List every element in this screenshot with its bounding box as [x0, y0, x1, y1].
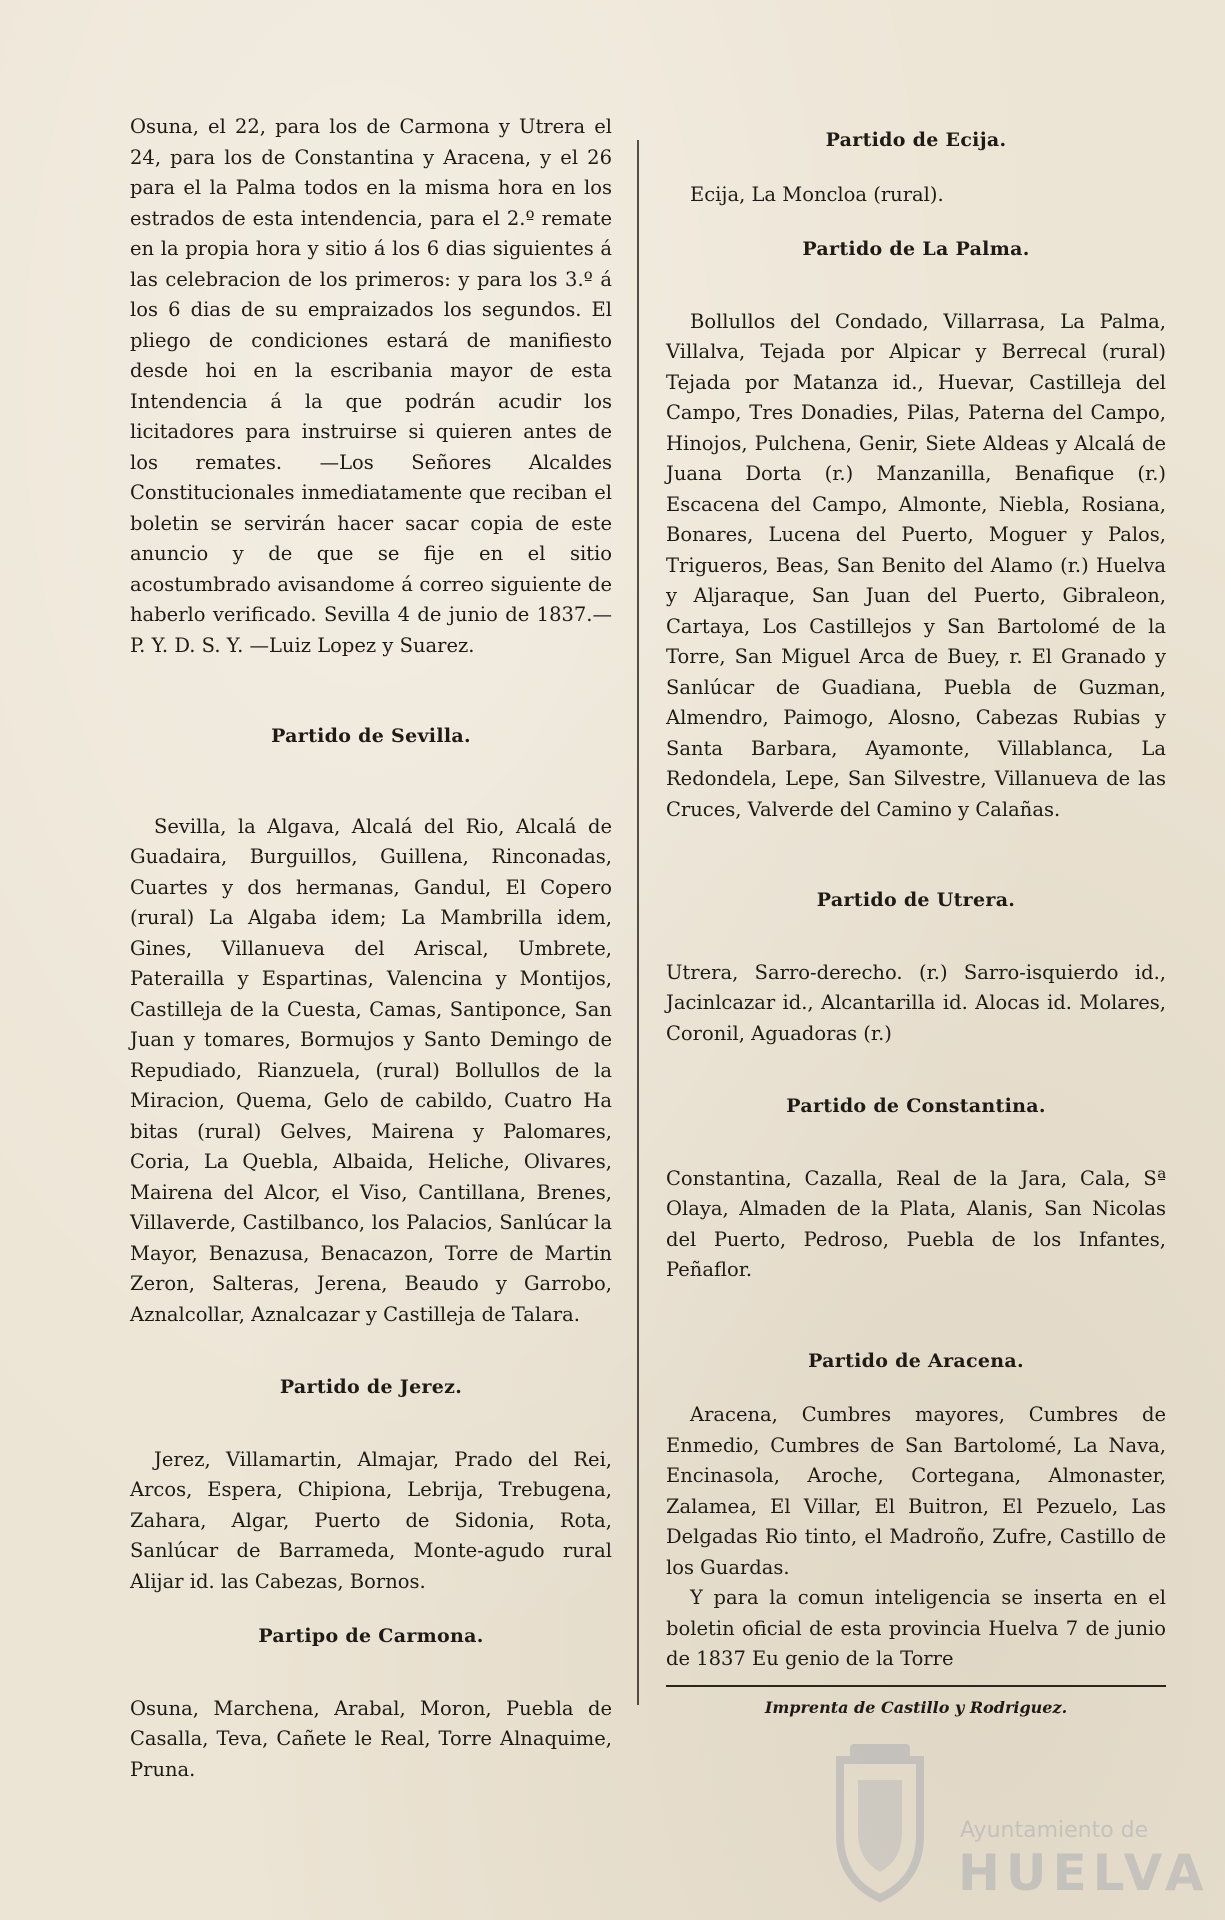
- watermark-line1: Ayuntamiento de: [960, 1818, 1149, 1843]
- text-aracena: Aracena, Cumbres mayores, Cumbres de Enmedio, Cumbres de San Bartolomé, La Nava, Encinasola, Aroche, Cortegana, Almonaster, Zalamea, El Villar, El Buitron, El Pezuelo, Las Delgadas Rio tinto, el Madroño, Zufre, Castillo de los Guardas.: [666, 1403, 1166, 1579]
- text-utrera: Utrera, Sarro-derecho. (r.) Sarro-isquierdo id., Jacinlcazar id., Alcantarilla id. Alocas id. Molares, Coronil, Aguadoras (r.): [666, 960, 1166, 1045]
- left-column: [130, 112, 612, 1785]
- text-ecija: Ecija, La Moncloa (rural).: [690, 182, 944, 206]
- coat-of-arms-icon: [820, 1740, 940, 1905]
- imprint-rule: [666, 1685, 1166, 1687]
- heading-sevilla: Partido de Sevilla.: [271, 725, 471, 747]
- heading-carmona: Partipo de Carmona.: [258, 1625, 484, 1647]
- heading-la-palma: Partido de La Palma.: [802, 238, 1030, 260]
- imprint-line: Imprenta de Castillo y Rodriguez.: [764, 1698, 1068, 1717]
- watermark-line2: HUELVA: [958, 1844, 1210, 1902]
- heading-utrera: Partido de Utrera.: [816, 889, 1016, 911]
- text-sevilla: Sevilla, la Algava, Alcalá del Rio, Alcalá de Guadaira, Burguillos, Guillena, Rinconadas, Cuartes y dos hermanas, Gandul, El Copero (rural) La Algaba idem; La Mambrilla idem, Gines, Villanueva del Ariscal, Umbrete, Paterailla y Espartinas, Valencina y Montijos, Castilleja de la Cuesta, Camas, Santiponce, San Juan y tomares, Bormujos y Santo Demingo de Repudiado, Rianzuela, (rural) Bollullos de la Miracion, Quema, Gelo de cabildo, Cuatro Ha bitas (rural) Gelves, Mairena y Palomares, Coria, La Quebla, Albaida, Heliche, Olivares, Mairena del Alcor, el Viso, Cantillana, Brenes, Villaverde, Castilbanco, los Palacios, Sanlúcar la Mayor, Benazusa, Benacazon, Torre de Martin Zeron, Salteras, Jerena, Beaudo y Garrobo, Aznalcollar, Aznalcazar y Castilleja de Talara.: [130, 814, 612, 1326]
- right-column: [666, 125, 1166, 1675]
- heading-ecija: Partido de Ecija.: [825, 129, 1007, 151]
- text-jerez: Jerez, Villamartin, Almajar, Prado del Rei, Arcos, Espera, Chipiona, Lebrija, Trebugena, Zahara, Algar, Puerto de Sidonia, Rota, Sanlúcar de Barrameda, Monte-agudo rural Alijar id. las Cabezas, Bornos.: [130, 1447, 612, 1593]
- text-constantina: Constantina, Cazalla, Real de la Jara, Cala, Sª Olaya, Almaden de la Plata, Alanis, San Nicolas del Puerto, Pedroso, Puebla de los Infantes, Peñaflor.: [666, 1166, 1166, 1281]
- column-divider: [637, 140, 639, 1705]
- heading-aracena: Partido de Aracena.: [808, 1349, 1024, 1372]
- text-la-palma: Bollullos del Condado, Villarrasa, La Palma, Villalva, Tejada por Alpicar y Berrecal (rural) Tejada por Matanza id., Huevar, Castilleja del Campo, Tres Donadies, Pilas, Paterna del Campo, Hinojos, Pulchena, Genir, Siete Aldeas y Alcalá de Juana Dorta (r.) Manzanilla, Benafique (r.) Escacena del Campo, Almonte, Niebla, Rosiana, Bonares, Lucena del Puerto, Moguer y Palos, Trigueros, Beas, San Benito del Alamo (r.) Huelva y Aljaraque, San Juan del Puerto, Gibraleon, Cartaya, Los Castillejos y San Bartolomé de la Torre, San Miguel Arca de Buey, r. El Granado y Sanlúcar de Guadiana, Puebla de Guzman, Almendro, Paimogo, Alosno, Cabezas Rubias y Santa Barbara, Ayamonte, Villablanca, La Redondela, Lepe, San Silvestre, Villanueva de las Cruces, Valverde del Camino y Calañas.: [666, 309, 1166, 821]
- watermark-logo: [810, 1740, 1210, 1910]
- heading-constantina: Partido de Constantina.: [786, 1095, 1046, 1117]
- heading-jerez: Partido de Jerez.: [279, 1376, 463, 1398]
- text-carmona: Osuna, Marchena, Arabal, Moron, Puebla de Casalla, Teva, Cañete le Real, Torre Alnaquime, Pruna.: [130, 1696, 612, 1781]
- intro-paragraph: Osuna, el 22, para los de Carmona y Utrera el 24, para los de Constantina y Aracena, y el 26 para el la Palma todos en la misma hora en los estrados de esta intendencia, para el 2.º remate en la propia hora y sitio á los 6 dias siguientes á las celebracion de los primeros: y para los 3.º á los 6 dias de su empraizados los segundos. El pliego de condiciones estará de manifiesto desde hoi en la escribania mayor de esta Intendencia á la que podrán acudir los licitadores para instruirse si quieren antes de los remates. —Los Señores Alcaldes Constitucionales inmediatamente que reciban el boletin se servirán hacer sacar copia de este anuncio y de que se fije en el sitio acostumbrado avisandome á correo siguiente de haberlo verificado. Sevilla 4 de junio de 1837.—P. Y. D. S. Y. —Luiz Lopez y Suarez.: [130, 115, 612, 657]
- closing-paragraph: Y para la comun inteligencia se inserta en el boletin oficial de esta provincia Huelva 7 de junio de 1837 Eu genio de la Torre: [666, 1586, 1166, 1670]
